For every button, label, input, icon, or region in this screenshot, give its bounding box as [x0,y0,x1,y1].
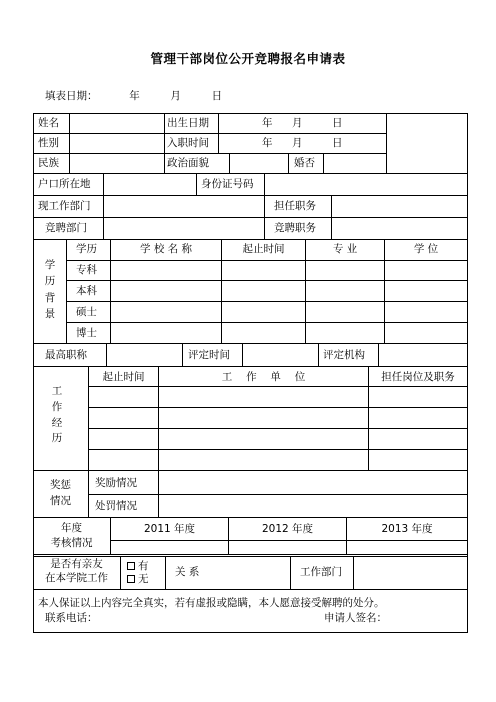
edu-header-degree: 学 位 [413,243,439,255]
edu-header-school: 学 校 名 称 [139,243,192,255]
label-reward: 奖励情况 [95,477,137,489]
label-phone: 联系电话： [45,612,98,624]
assessment-year-2012: 2012 年度 [261,523,314,535]
assessment-label: 年度 考核情况 [50,522,93,550]
label-entry-date: 入职时间 [167,137,209,149]
label-current-dept: 现工作部门 [38,200,91,212]
label-title-date: 评定时间 [188,349,230,361]
work-header-position: 担任岗位及职务 [381,371,455,383]
label-signature: 申请人签名： [324,612,387,624]
label-relative-dept: 工作部门 [300,566,342,578]
work-header-unit: 工 作 单 位 [221,371,306,383]
birth-month-unit: 月 [292,117,303,129]
relatives-no-option[interactable]: 无 [127,574,149,585]
label-current-post: 担任职务 [274,200,316,212]
relatives-no-checkbox[interactable] [127,575,135,583]
label-marital: 婚否 [294,157,315,169]
edu-level-doctor: 博士 [76,327,97,339]
form-title: 管理干部岗位公开竞聘报名申请表 [150,51,346,66]
edu-header-degree-level: 学历 [76,243,97,255]
assessment-year-2011: 2011 年度 [143,523,196,535]
fill-date-year[interactable]: 年 [129,90,140,102]
edu-header-major: 专 业 [332,243,358,255]
label-birth-date: 出生日期 [167,117,209,129]
label-name: 姓名 [38,117,59,129]
relatives-label: 是否有亲友 在本学院工作 [45,558,108,584]
education-section-label: 学 历 背 景 [44,259,56,320]
edu-level-junior-college: 专科 [76,264,97,276]
label-title-org: 评定机构 [323,349,365,361]
work-section-label: 工 作 经 历 [51,385,63,445]
label-ethnicity: 民族 [38,157,59,169]
label-hukou: 户口所在地 [38,178,91,190]
fill-date-label: 填表日期： [45,90,98,102]
birth-day-unit: 日 [332,117,343,129]
label-political-status: 政治面貌 [167,157,209,169]
declaration-statement: 本人保证以上内容完全真实，若有虚报或隐瞒，本人愿意接受解聘的处分。 [38,597,385,609]
edu-level-bachelor: 本科 [76,285,97,297]
edu-header-period: 起止时间 [242,243,285,255]
relatives-yes-option[interactable]: 有 [127,561,149,572]
awards-section-label: 奖惩 情况 [50,479,71,507]
label-applied-dept: 竞聘部门 [45,222,87,234]
label-relation: 关 系 [175,566,200,578]
label-penalty: 处罚情况 [95,500,137,512]
label-id-number: 身份证号码 [201,178,254,190]
fill-date-month[interactable]: 月 [170,90,181,102]
entry-year-unit: 年 [262,137,273,149]
label-gender: 性别 [38,137,59,149]
assessment-year-2013: 2013 年度 [381,523,433,535]
entry-day-unit: 日 [332,137,343,149]
entry-month-unit: 月 [292,137,303,149]
birth-year-unit: 年 [262,117,273,129]
work-header-period: 起止时间 [102,371,145,383]
edu-level-master: 硕士 [76,306,97,318]
relatives-yes-checkbox[interactable] [127,562,135,570]
label-highest-title: 最高职称 [45,349,87,361]
label-applied-post: 竞聘职务 [274,222,316,234]
fill-date-day[interactable]: 日 [211,90,223,102]
